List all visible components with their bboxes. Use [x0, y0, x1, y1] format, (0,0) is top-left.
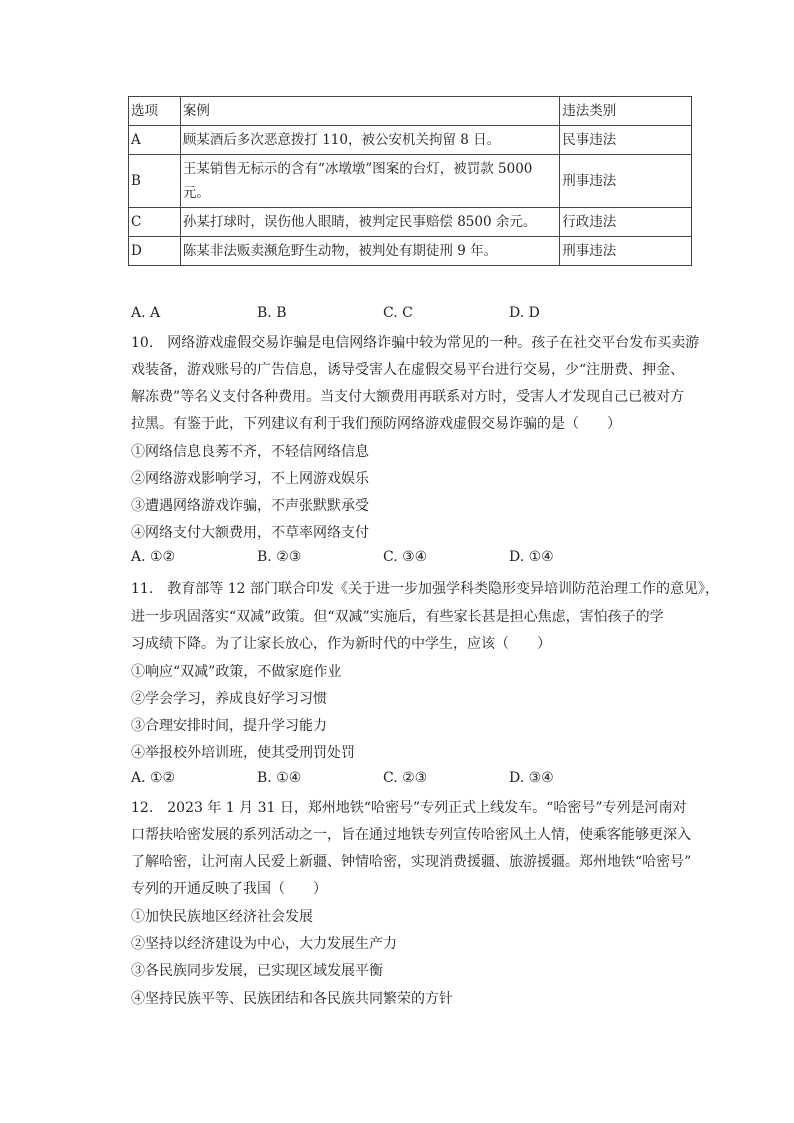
- q11-statement: ①响应“双减”政策，不做家庭作业: [131, 664, 342, 680]
- case-table: [128, 96, 692, 266]
- table-row: [129, 208, 692, 237]
- row-case: 陈某非法贩卖濒危野生动物，被判处有期徒刑 9 年。: [180, 237, 559, 266]
- header-option: 选项: [129, 97, 181, 126]
- q12-statement: ③各民族同步发展，已实现区域发展平衡: [131, 963, 383, 979]
- row-case: 顾某酒后多次恶意拨打 110，被公安机关拘留 8 日。: [180, 126, 559, 155]
- row-category: 行政违法: [560, 208, 692, 237]
- q10-stem-line: 戏装备，游戏账号的广告信息，诱导受害人在虚假交易平台进行交易，少“注册费、押金、: [131, 362, 685, 378]
- row-option: A: [129, 126, 181, 155]
- table-row: [129, 237, 692, 266]
- q12-statement: ②坚持以经济建设为中心，大力发展生产力: [131, 936, 397, 952]
- row-option: C: [129, 208, 181, 237]
- option-b: B. ②③: [257, 549, 302, 565]
- q10-statement: ②网络游戏影响学习，不上网游戏娱乐: [131, 471, 369, 487]
- option-b: B. B: [257, 305, 287, 321]
- q10-stem-line: 解冻费”等名义支付各种费用。当支付大额费用再联系对方时，受害人才发现自己已被对方: [131, 389, 685, 405]
- q11-options: [131, 770, 691, 790]
- option-d: D. ①④: [509, 549, 554, 565]
- option-b: B. ①④: [257, 770, 302, 786]
- q10-statement: ①网络信息良莠不齐，不轻信网络信息: [131, 444, 369, 460]
- option-a: A. ①②: [131, 770, 176, 786]
- option-d: D. ③④: [509, 770, 554, 786]
- row-category: 刑事违法: [560, 155, 692, 208]
- row-category: 民事违法: [560, 126, 692, 155]
- q11-statement: ③合理安排时间，提升学习能力: [131, 718, 327, 734]
- option-d: D. D: [509, 305, 540, 321]
- q12-stem-line: 口帮扶哈密发展的系列活动之一，旨在通过地铁专列宣传哈密风土人情，使乘客能够更深入: [131, 827, 691, 843]
- q10-statement: ③遭遇网络游戏诈骗，不声张默默承受: [131, 498, 369, 514]
- row-option: D: [129, 237, 181, 266]
- table-row: [129, 126, 692, 155]
- option-a: A. A: [131, 305, 161, 321]
- q11-stem-line: 习成绩下降。为了让家长放心，作为新时代的中学生，应该（ ）: [131, 636, 551, 652]
- q10-statement: ④网络支付大额费用，不草率网络支付: [131, 525, 369, 541]
- row-case: 孙某打球时，误伤他人眼睛，被判定民事赔偿 8500 余元。: [180, 208, 559, 237]
- option-c: C. ③④: [383, 549, 428, 565]
- table-header-row: [129, 97, 692, 126]
- q11-stem-line: 11. 教育部等 12 部门联合印发《关于进一步加强学科类隐形变异培训防范治理工作的意见》，: [131, 581, 719, 597]
- row-category: 刑事违法: [560, 237, 692, 266]
- row-case: 王某销售无标示的含有“冰墩墩”图案的台灯，被罚款 5000 元。: [180, 155, 559, 208]
- q10-options: [131, 549, 691, 569]
- table-row: [129, 155, 692, 208]
- q12-stem-line: 12. 2023 年 1 月 31 日，郑州地铁“哈密号”专列正式上线发车。“哈密号”专列是河南对: [131, 800, 687, 816]
- q10-stem-line: 拉黑。有鉴于此，下列建议有利于我们预防网络游戏虚假交易诈骗的是（ ）: [131, 416, 621, 432]
- q11-statement: ④举报校外培训班，使其受刑罚处罚: [131, 745, 355, 761]
- q12-stem-line: 专列的开通反映了我国（ ）: [131, 881, 327, 897]
- q12-statement: ④坚持民族平等、民族团结和各民族共同繁荣的方针: [131, 991, 453, 1007]
- row-option: B: [129, 155, 181, 208]
- header-category: 违法类别: [560, 97, 692, 126]
- q10-stem-line: 10. 网络游戏虚假交易诈骗是电信网络诈骗中较为常见的一种。孩子在社交平台发布买卖游: [131, 335, 700, 351]
- q11-statement: ②学会学习，养成良好学习习惯: [131, 691, 327, 707]
- q9-options: [131, 305, 691, 325]
- option-c: C. C: [383, 305, 413, 321]
- option-a: A. ①②: [131, 549, 176, 565]
- q11-stem-line: 进一步巩固落实“双减”政策。但“双减”实施后，有些家长甚是担心焦虑，害怕孩子的学: [131, 609, 664, 625]
- q12-statement: ①加快民族地区经济社会发展: [131, 909, 313, 925]
- q12-stem-line: 了解哈密，让河南人民爱上新疆、钟情哈密，实现消费援疆、旅游援疆。郑州地铁“哈密号”: [131, 854, 692, 870]
- header-case: 案例: [180, 97, 559, 126]
- option-c: C. ②③: [383, 770, 428, 786]
